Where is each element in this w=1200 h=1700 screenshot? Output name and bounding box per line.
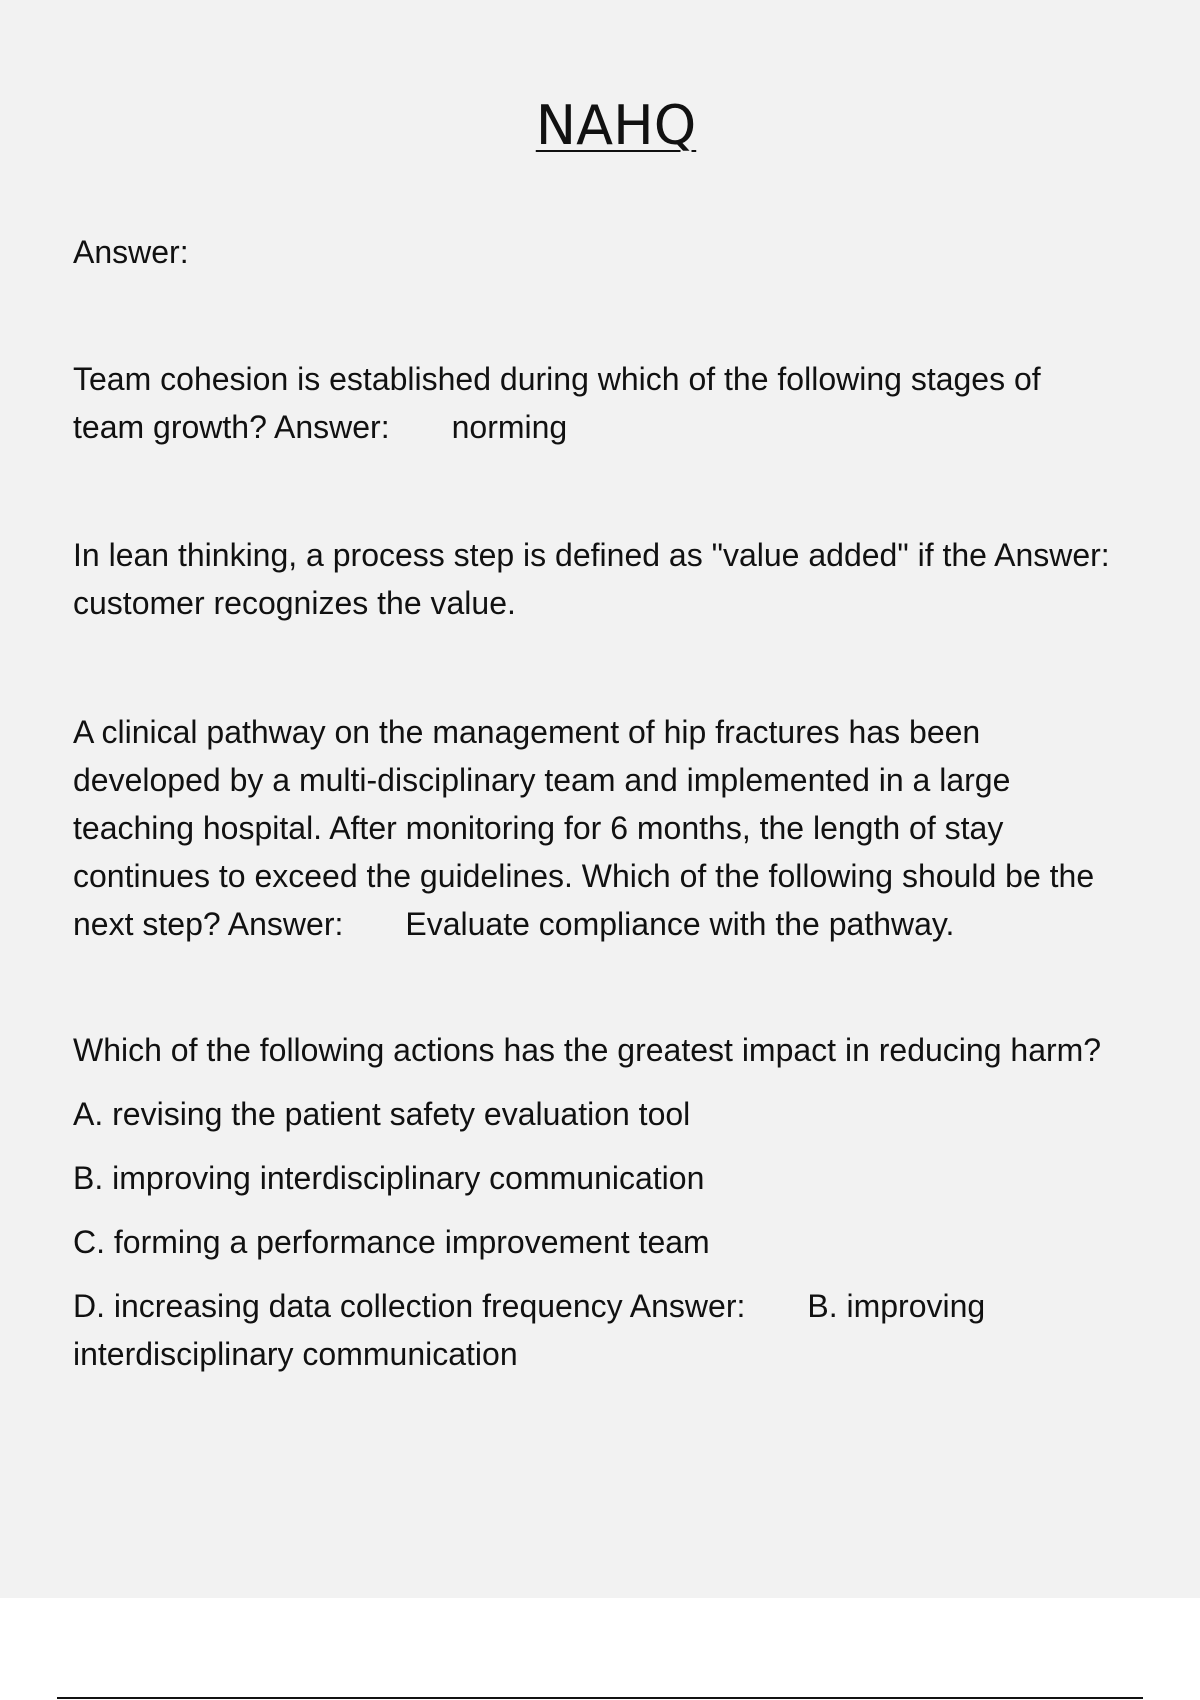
question-line: continues to exceed the guidelines. Which of the following should be the xyxy=(73,858,1095,894)
question-line-with-answer xyxy=(73,403,1173,451)
question-line: In lean thinking, a process step is defined as "value added" if the Answer: xyxy=(73,537,1110,573)
footer-divider xyxy=(57,1697,1143,1699)
answer-label: Answer: xyxy=(73,234,189,270)
page-title: NAHQ xyxy=(535,94,697,157)
question-team-cohesion xyxy=(73,355,1173,451)
question-line-with-answer xyxy=(73,900,1173,948)
answer-line: customer recognizes the value. xyxy=(73,585,516,621)
question-reducing-harm xyxy=(73,1026,1173,1378)
option-b: B. improving interdisciplinary communication xyxy=(73,1160,705,1196)
answer-text: Evaluate compliance with the pathway. xyxy=(405,906,955,942)
option-d: D. increasing data collection frequency Answer: xyxy=(73,1288,746,1324)
answer-text: B. improving xyxy=(807,1288,986,1324)
option-d-with-answer xyxy=(73,1266,1173,1330)
answer-text: norming xyxy=(451,409,568,445)
answer-continuation: interdisciplinary communication xyxy=(73,1336,518,1372)
question-text: Which of the following actions has the greatest impact in reducing harm? xyxy=(73,1032,1102,1068)
question-line-text: team growth? Answer: xyxy=(73,409,390,445)
question-lean-thinking xyxy=(73,531,1173,627)
question-line: teaching hospital. After monitoring for 6 months, the length of stay xyxy=(73,810,1004,846)
question-line: A clinical pathway on the management of hip fractures has been xyxy=(73,714,981,750)
option-c: C. forming a performance improvement team xyxy=(73,1224,710,1260)
question-line: developed by a multi-disciplinary team and implemented in a large xyxy=(73,762,1011,798)
question-line-text: next step? Answer: xyxy=(73,906,344,942)
option-a: A. revising the patient safety evaluation tool xyxy=(73,1096,691,1132)
question-line: Team cohesion is established during which of the following stages of xyxy=(73,361,1041,397)
question-clinical-pathway xyxy=(73,708,1173,948)
